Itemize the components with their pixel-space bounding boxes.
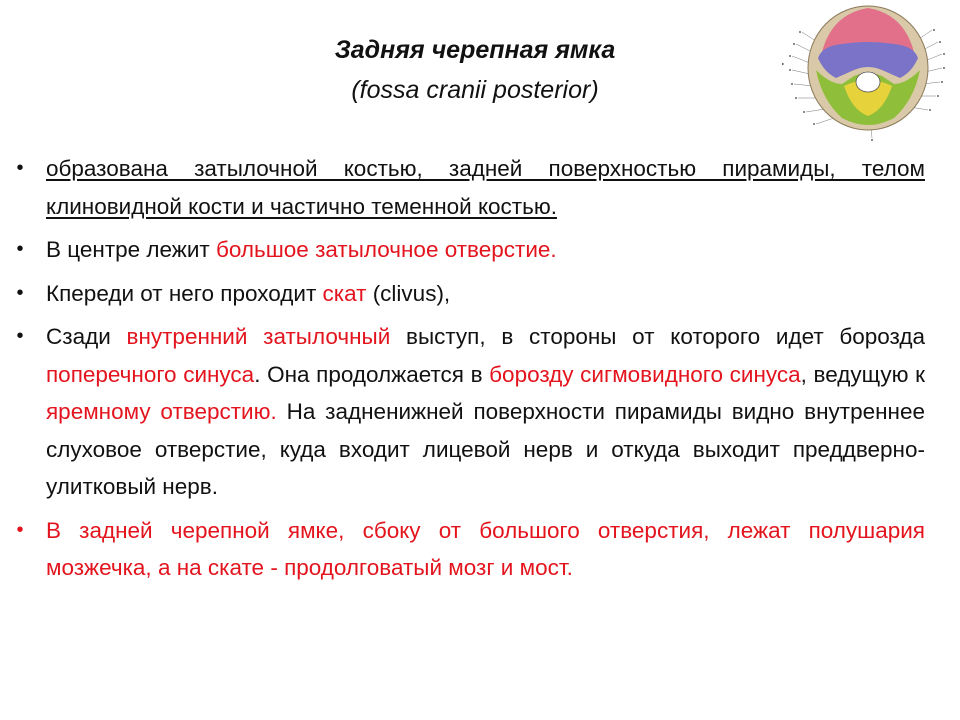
bullet-text: Кпереди от него проходит: [46, 280, 323, 306]
bullet-text: образована затылочной костью, задней поверхностью пирамиды, телом клиновидной кости и частично теменной костью.: [46, 156, 925, 219]
skull-base-illustration: [782, 0, 950, 148]
slide-subtitle-latin: (fossa cranii posterior): [351, 76, 599, 104]
bullet-marker: •: [16, 157, 24, 179]
highlighted-term: скат: [322, 280, 367, 306]
bullet-text: На задненижней поверхности пирамиды видно внутреннее слуховое отверстие, куда входит лицевой нерв и откуда выходит преддверно-улитковый нерв.: [46, 399, 925, 499]
bullet-text: выступ, в стороны от которого идет борозда: [390, 324, 925, 349]
highlighted-term: большое затылочное отверстие.: [215, 237, 557, 262]
highlighted-term: внутренний затылочный: [126, 324, 391, 349]
bullet-item: [10, 275, 925, 313]
highlighted-term: поперечного синуса: [46, 361, 255, 387]
bullet-item: [10, 150, 925, 225]
slide-title: Задняя черепная ямка: [334, 36, 616, 64]
highlighted-term: яремному отверстию.: [46, 399, 277, 424]
highlighted-term: борозду сигмовидного синуса: [489, 361, 801, 387]
bullet-marker: •: [16, 518, 24, 541]
bullet-text: В задней черепной ямке, сбоку от большого отверстия, лежат полушария мозжечка, а на скате - продолговатый мозг и мост.: [46, 517, 925, 580]
bullet-marker: •: [16, 281, 24, 304]
bullet-text: , ведущую к: [800, 361, 925, 387]
bullet-marker: •: [16, 238, 24, 260]
bullet-text: В центре лежит: [46, 237, 216, 262]
bullet-marker: •: [16, 325, 24, 347]
bullet-text: . Она продолжается в: [254, 361, 490, 387]
bullet-item: [10, 512, 925, 587]
foramen-magnum: [856, 72, 880, 92]
bullet-list: [10, 150, 925, 593]
bullet-item: [10, 318, 925, 506]
bullet-text: (clivus),: [366, 280, 451, 306]
title-block: [270, 30, 680, 110]
bullet-item: [10, 231, 925, 269]
bullet-text: Сзади: [46, 324, 127, 349]
